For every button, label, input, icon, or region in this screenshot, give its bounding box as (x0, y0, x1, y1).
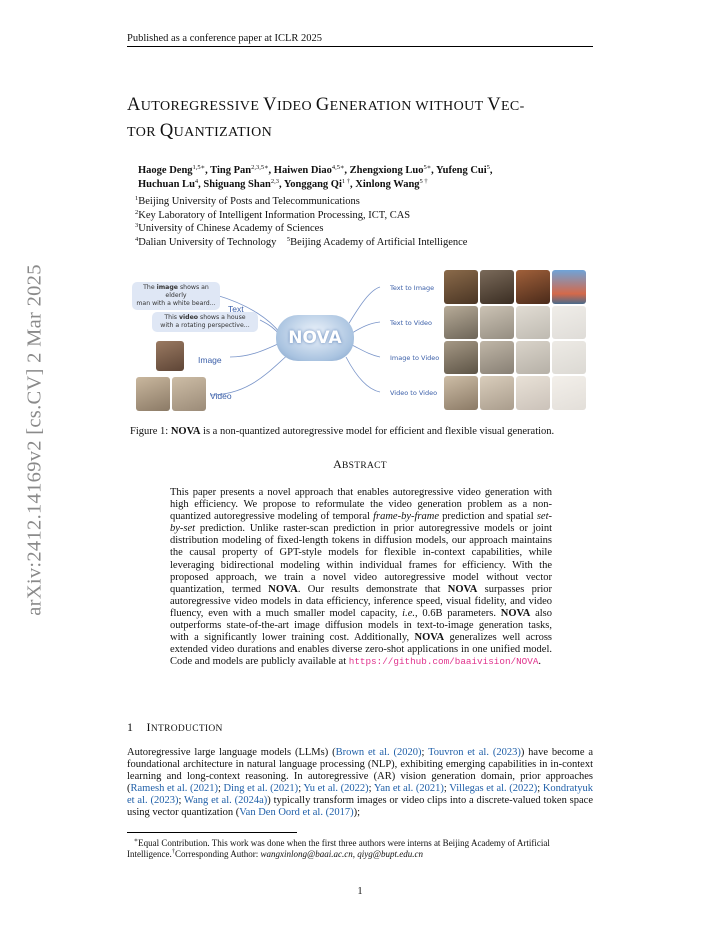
output-image-3 (516, 270, 550, 304)
t2v-frame-4 (552, 306, 586, 339)
citation-link[interactable]: Ding et al. (2021) (223, 783, 299, 795)
nova-logo: NOVA (276, 315, 354, 361)
introduction-body: Autoregressive large language models (LLMs) (Brown et al. (2020); Touvron et al. (2023)) have become a foundational architecture in natural language processing (NLP), exhibiting emerging capabilities in in-context learning and long-context reasoning. In autoregressive (AR) vision generation domain, prior approaches (Ramesh et al. (2021); Ding et al. (2021); Yu et al. (2022); Yan et al. (2021); Villegas et al. (2022); Kondratyuk et al. (2023); Wang et al. (2024a)) typically transform images or video clips into a discrete-valued token space using vector quantization (Van Den Oord et al. (2017)); (127, 747, 594, 819)
text-prompt-bubble-video: This video shows a house with a rotating perspective... (152, 312, 258, 332)
citation-link[interactable]: Ramesh et al. (2021) (130, 783, 218, 795)
citation-link[interactable]: Wang et al. (2024a) (184, 795, 268, 807)
abstract-heading: ABSTRACT (333, 457, 387, 471)
citation-link[interactable]: Yan et al. (2021) (373, 783, 444, 795)
output-image-1 (444, 270, 478, 304)
code-link[interactable]: https://github.com/baaivision/NOVA (348, 656, 539, 668)
affiliation-4-5: $^4$Dalian University of Technology $^5$Beijing Academy of Artificial Intelligence (135, 235, 468, 248)
section-heading-introduction: 1 INTRODUCTION (127, 720, 223, 734)
citation-link[interactable]: Yu et al. (2022) (303, 783, 369, 795)
citation-link[interactable]: Touvron et al. (2023) (428, 747, 521, 758)
affiliation-2: $^2$Key Laboratory of Intelligent Information Processing, ICT, CAS (135, 208, 411, 221)
v2v-frame-3 (516, 376, 550, 410)
i2v-frame-4 (552, 341, 586, 374)
abstract-body: This paper presents a novel approach that enables autoregressive video generation with high efficiency. We propose to reformulate the video generation problem as a non-quantized autoregressive modeling of temporal frame-by-frame prediction and spatial set-by-set prediction. Unlike raster-scan prediction in prior autoregressive models or joint distribution modeling of fixed-length tokens in diffusion models, our approach maintains the causal property of GPT-style models for flexible in-context capabilities, while leveraging bidirectional modeling within individual frames for efficiency. With the proposed approach, we train a novel video autoregressive model without vector quantization, termed NOVA. Our results demonstrate that NOVA surpasses prior autoregressive video models in data efficiency, inference speed, visual fidelity, and video fluency, even with a much smaller model capacity, i.e., 0.6B parameters. NOVA also outperforms state-of-the-art image diffusion models in text-to-image generation tasks, with a significantly lower training cost. Additionally, NOVA generalizes well across extended video durations and enables diverse zero-shot applications in one unified model. Code and models are publicly available at https://github.com/baaivision/NOVA. (170, 487, 553, 668)
input-video-frame-2 (172, 377, 206, 411)
author-list: Haoge Deng$^{1,5∗}$, Ting Pan$^{2,3,5∗}$, Haiwen Diao$^{4,5∗}$, Zhengxiong Luo$^{5∗}$, Yufeng Cui$^5$, Huchuan Lu$^4$, Shiguang Shan$^{2,3}$, Yonggang $Qi^{1 \dagger}$, Xinlong Wang$^{5 \dagger}$ (138, 164, 493, 190)
v2v-frame-1 (444, 376, 478, 410)
citation-link[interactable]: Brown et al. (2020) (335, 747, 422, 758)
text-prompt-bubble-image: The image shows an elderly man with a white beard... (132, 282, 220, 310)
output-image-4 (552, 270, 586, 304)
footnote: ∗Equal Contribution. This work was done when the first three authors were interns at Beijing Academy of Artificial Intelligence.†Corresponding Author: wangxinlong@baai.ac.cn, qiyg@bupt.edu.cn (127, 837, 550, 859)
running-header: Published as a conference paper at ICLR 2025 (127, 33, 323, 44)
label-video: Video (210, 391, 232, 401)
arxiv-stamp (20, 250, 50, 630)
i2v-frame-3 (516, 341, 550, 374)
row-label-text-to-video: Text to Video (390, 319, 433, 327)
input-image-thumbnail (156, 341, 184, 371)
v2v-frame-2 (480, 376, 514, 410)
label-image: Image (198, 355, 222, 365)
i2v-frame-1 (444, 341, 478, 374)
label-text: Text (228, 304, 244, 314)
v2v-frame-4 (552, 376, 586, 410)
input-video-frame-1 (136, 377, 170, 411)
citation-link[interactable]: Villegas et al. (2022) (449, 783, 538, 795)
output-image-2 (480, 270, 514, 304)
t2v-frame-3 (516, 306, 550, 339)
header-rule (127, 46, 593, 47)
affiliation-list (135, 195, 467, 249)
affiliation-1: $^1$Beijing University of Posts and Telecommunications (135, 195, 360, 207)
footnote-rule (127, 832, 297, 833)
row-label-image-to-video: Image to Video (390, 354, 440, 362)
t2v-frame-2 (480, 306, 514, 339)
arxiv-id: arXiv:2412.14169v2 [cs.CV] 2 Mar 2025 (23, 264, 46, 616)
figure-1 (130, 265, 594, 415)
affiliation-3: $^3$University of Chinese Academy of Sciences (135, 222, 324, 234)
i2v-frame-2 (480, 341, 514, 374)
row-label-text-to-image: Text to Image (390, 284, 435, 292)
citation-link[interactable]: Kondratyuk et al. (2023) (127, 783, 594, 807)
t2v-frame-1 (444, 306, 478, 339)
row-label-video-to-video: Video to Video (390, 389, 438, 397)
paper-title: AUTOREGRESSIVE VIDEO GENERATION WITHOUT VEC- TOR QUANTIZATION (127, 95, 525, 141)
page-number: 1 (357, 886, 363, 897)
citation-link[interactable]: Van Den Oord et al. (2017) (239, 807, 354, 819)
figure-caption: Figure 1: NOVA is a non-quantized autoregressive model for efficient and flexible visual generation. (130, 426, 555, 437)
